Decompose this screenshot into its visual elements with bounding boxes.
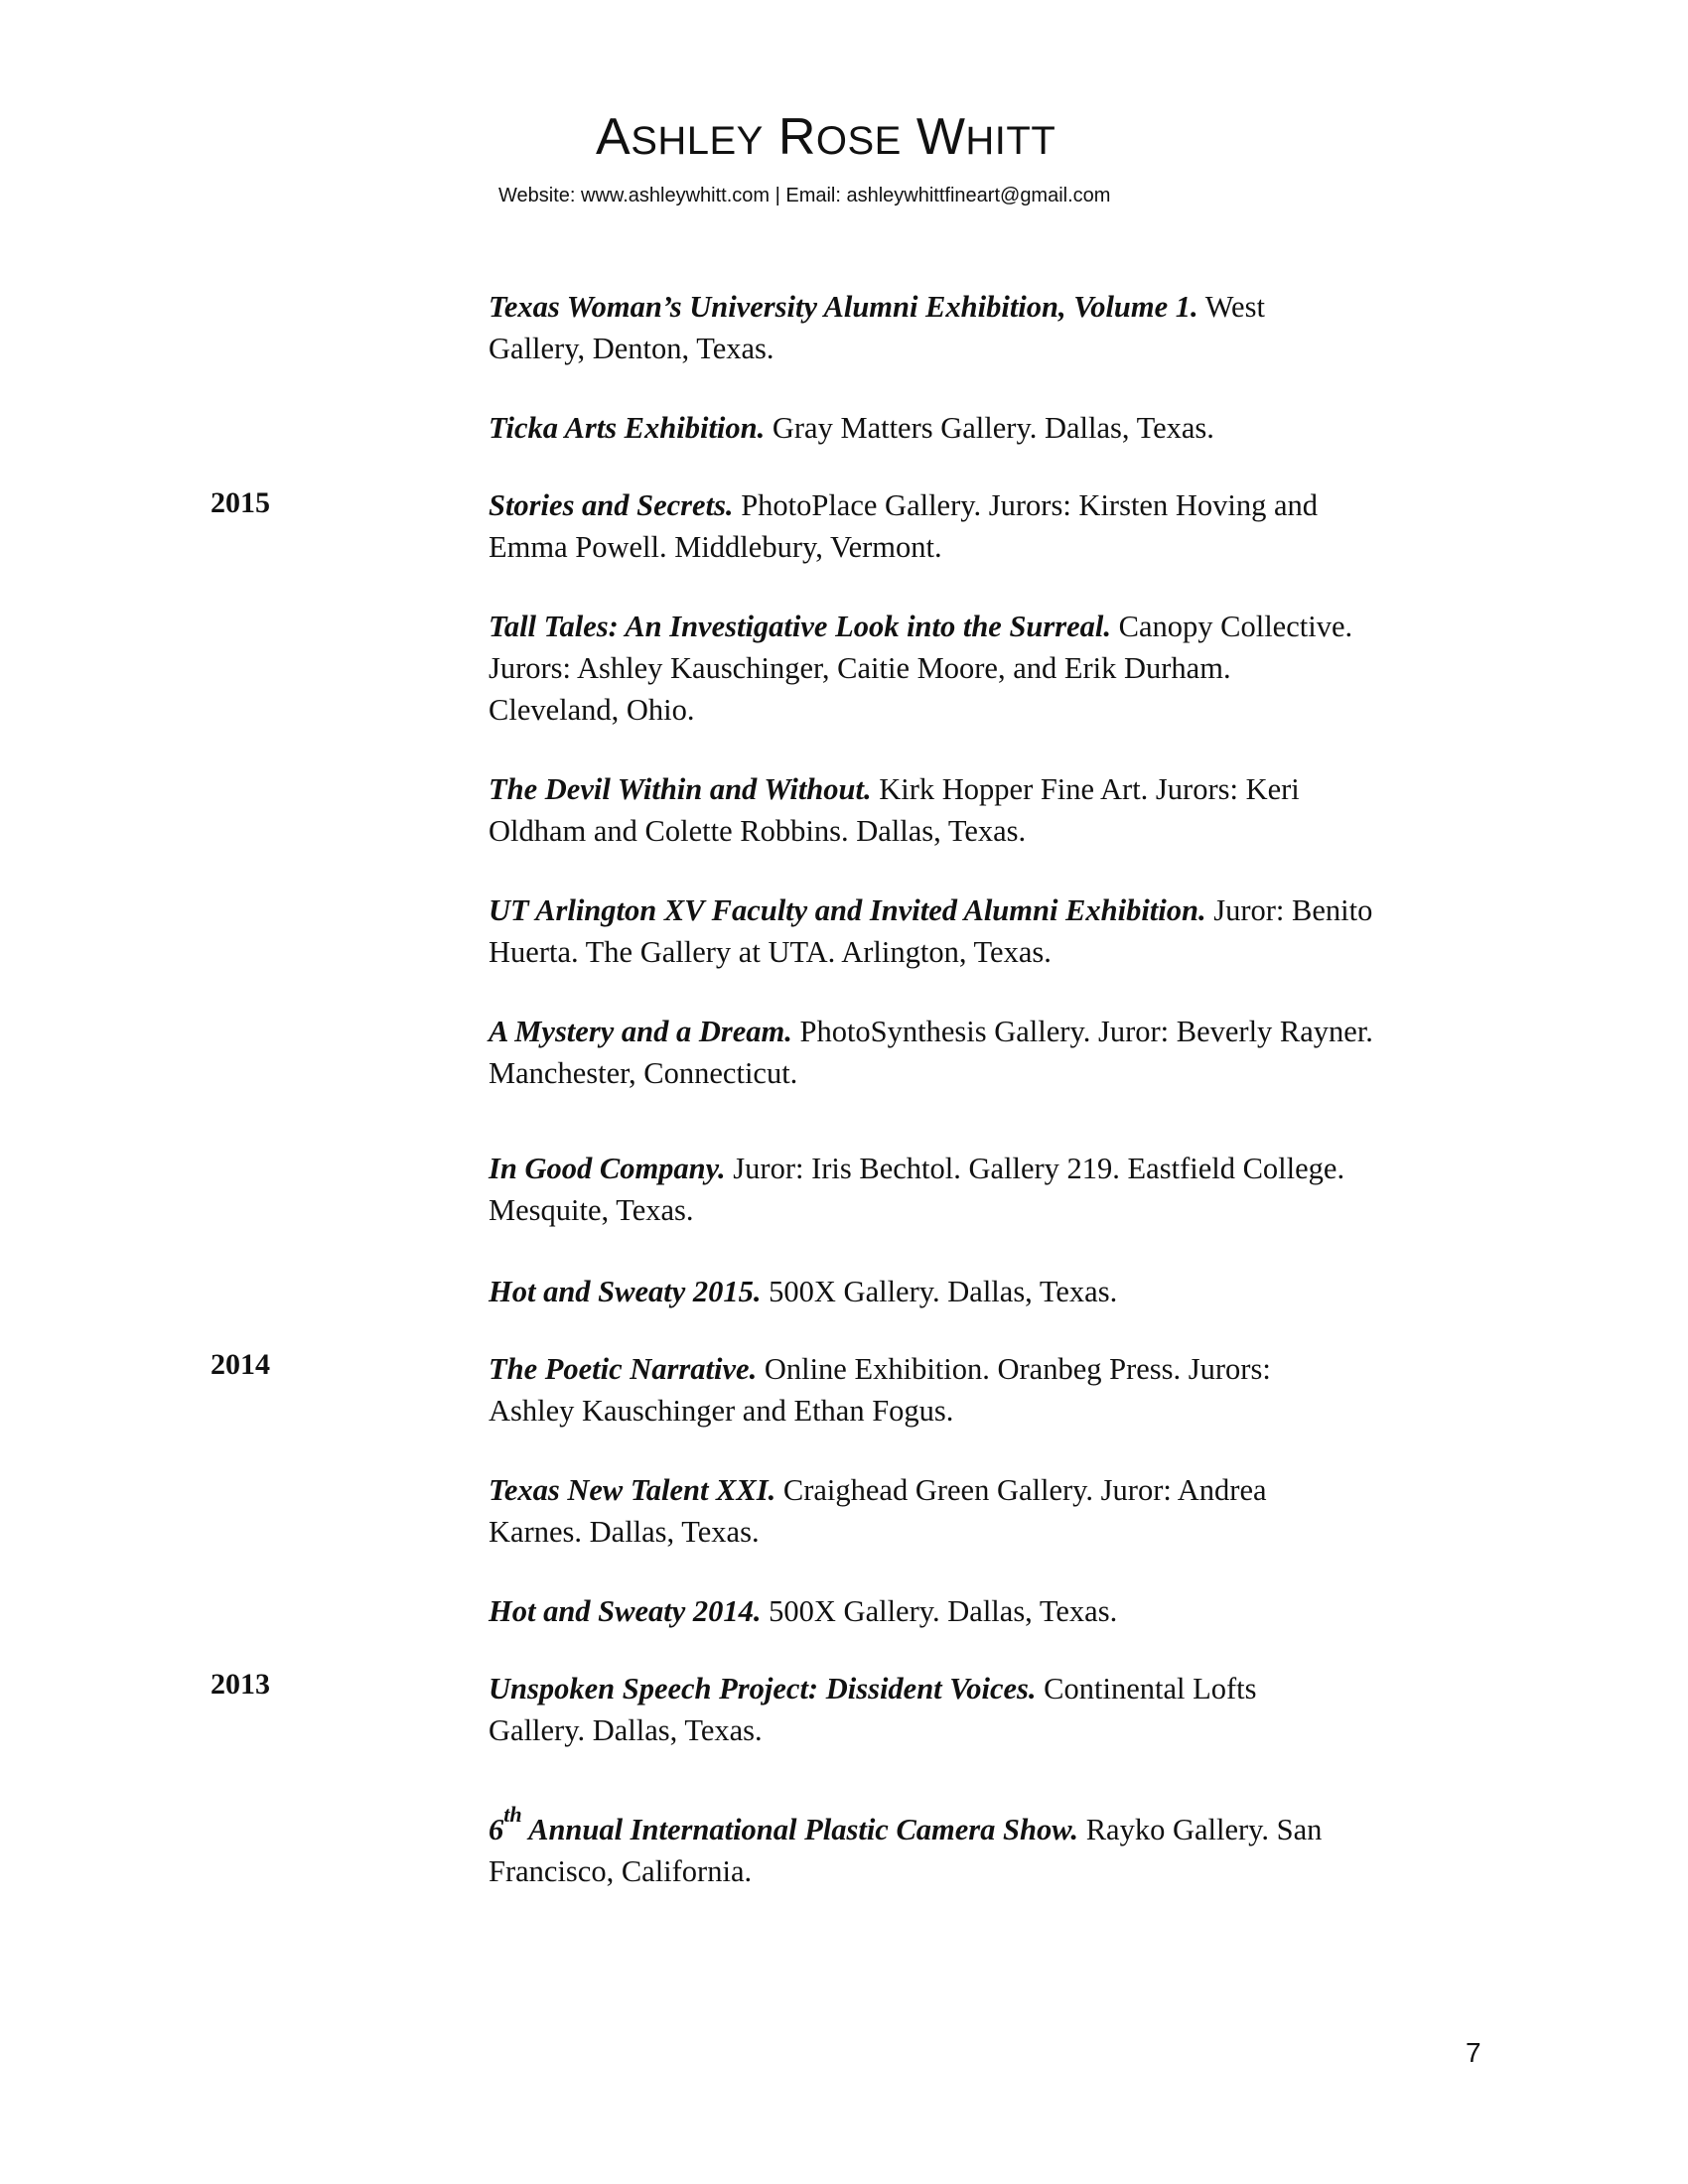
- exhibition-entry: [489, 1590, 1481, 1632]
- exhibition-details: PhotoPlace Gallery. Jurors: Kirsten Hoving and: [733, 488, 1318, 522]
- exhibition-details: Juror: Iris Bechtol. Gallery 219. Eastfield College.: [725, 1152, 1345, 1185]
- exhibition-details: Francisco, California.: [489, 1854, 753, 1888]
- exhibition-title: Hot and Sweaty 2015.: [489, 1275, 762, 1308]
- exhibition-entry: [489, 1148, 1481, 1231]
- exhibition-details: Online Exhibition. Oranbeg Press. Jurors:: [757, 1352, 1271, 1386]
- exhibition-details: Cleveland, Ohio.: [489, 693, 695, 727]
- exhibition-entry: [489, 484, 1481, 568]
- exhibition-title: Tall Tales: An Investigative Look into the Surreal.: [489, 610, 1112, 643]
- exhibition-title: The Devil Within and Without.: [489, 772, 872, 806]
- exhibition-title: Texas New Talent XXI.: [489, 1473, 776, 1507]
- exhibition-title: Stories and Secrets.: [489, 488, 734, 522]
- exhibition-title: In Good Company.: [489, 1152, 726, 1185]
- exhibition-details: 500X Gallery. Dallas, Texas.: [761, 1275, 1118, 1308]
- year-label: 2014: [211, 1348, 270, 1381]
- exhibition-details: Mesquite, Texas.: [489, 1193, 694, 1227]
- exhibition-title-number: 6: [489, 1813, 504, 1846]
- exhibition-title: A Mystery and a Dream.: [489, 1015, 792, 1048]
- name-initial: R: [777, 108, 816, 166]
- exhibition-entry: [489, 1469, 1481, 1553]
- exhibition-details: Ashley Kauschinger and Ethan Fogus.: [489, 1394, 954, 1428]
- page-number: 7: [1466, 2037, 1481, 2068]
- exhibition-entry: [489, 1348, 1481, 1432]
- exhibition-details: Emma Powell. Middlebury, Vermont.: [489, 530, 942, 564]
- exhibition-title: Annual International Plastic Camera Show.: [521, 1813, 1079, 1846]
- artist-name: [596, 107, 1055, 167]
- exhibition-title-ordinal: th: [503, 1802, 522, 1827]
- year-label: 2013: [211, 1668, 270, 1701]
- exhibition-details: Gray Matters Gallery. Dallas, Texas.: [765, 411, 1214, 445]
- exhibition-details: Jurors: Ashley Kauschinger, Caitie Moore, and Erik Durham.: [489, 651, 1231, 685]
- exhibition-details: Gallery, Denton, Texas.: [489, 332, 774, 365]
- exhibition-title: Hot and Sweaty 2014.: [489, 1594, 762, 1628]
- exhibition-details: Canopy Collective.: [1111, 610, 1353, 643]
- exhibition-details: West: [1197, 290, 1265, 324]
- exhibition-title: Ticka Arts Exhibition.: [489, 411, 766, 445]
- exhibition-entry: [489, 1802, 1481, 1892]
- year-label: 2015: [211, 486, 270, 519]
- exhibition-details: Oldham and Colette Robbins. Dallas, Texas.: [489, 814, 1027, 848]
- exhibition-details: Continental Lofts: [1036, 1672, 1257, 1706]
- exhibition-entry: [489, 1271, 1481, 1312]
- exhibition-entry: [489, 768, 1481, 852]
- exhibition-details: Gallery. Dallas, Texas.: [489, 1713, 763, 1747]
- exhibition-title: Texas Woman’s University Alumni Exhibition, Volume 1.: [489, 290, 1198, 324]
- name-rest: SHLEY: [631, 119, 764, 163]
- exhibition-details: Kirk Hopper Fine Art. Jurors: Keri: [871, 772, 1300, 806]
- exhibition-details: Rayko Gallery. San: [1078, 1813, 1323, 1846]
- exhibition-title: UT Arlington XV Faculty and Invited Alumni Exhibition.: [489, 893, 1206, 927]
- exhibition-details: Manchester, Connecticut.: [489, 1056, 798, 1090]
- name-rest: HITT: [965, 119, 1056, 163]
- exhibition-details: Juror: Benito: [1205, 893, 1373, 927]
- exhibition-entry: [489, 1011, 1481, 1094]
- exhibition-details: 500X Gallery. Dallas, Texas.: [761, 1594, 1118, 1628]
- exhibition-entry: [489, 407, 1481, 449]
- name-initial: W: [915, 108, 966, 166]
- name-rest: OSE: [815, 119, 902, 163]
- exhibition-details: Karnes. Dallas, Texas.: [489, 1515, 760, 1549]
- exhibition-entry: [489, 286, 1481, 369]
- name-initial: A: [596, 108, 632, 166]
- contact-line: Website: www.ashleywhitt.com | Email: ashleywhittfineart@gmail.com: [498, 185, 1111, 206]
- exhibition-details: PhotoSynthesis Gallery. Juror: Beverly Rayner.: [791, 1015, 1373, 1048]
- exhibition-entry: [489, 1668, 1481, 1751]
- exhibition-details: Huerta. The Gallery at UTA. Arlington, Texas.: [489, 935, 1052, 969]
- exhibition-title: The Poetic Narrative.: [489, 1352, 758, 1386]
- exhibition-title: Unspoken Speech Project: Dissident Voices.: [489, 1672, 1037, 1706]
- exhibition-entry: [489, 889, 1481, 973]
- exhibition-entry: [489, 606, 1481, 731]
- exhibition-details: Craighead Green Gallery. Juror: Andrea: [775, 1473, 1267, 1507]
